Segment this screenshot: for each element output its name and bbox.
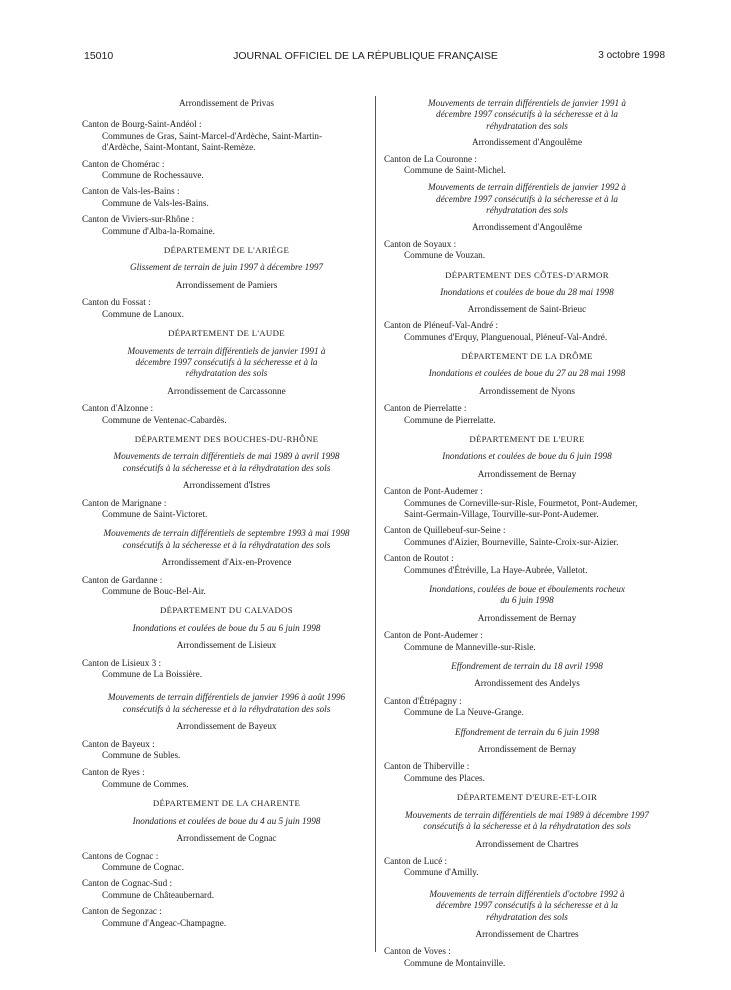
journal-title: JOURNAL OFFICIEL DE LA RÉPUBLIQUE FRANÇAISE bbox=[233, 50, 498, 62]
canton-entry bbox=[82, 403, 371, 426]
department-heading: DÉPARTEMENT DE LA CHARENTE bbox=[152, 798, 301, 809]
department-heading: DÉPARTEMENT DE L'EURE bbox=[469, 433, 585, 444]
commune-list: Communes de Corneville-sur-Risle, Fourmetot, Pont-Audemer, bbox=[404, 497, 638, 508]
canton-label: Canton de Ryes : bbox=[82, 767, 145, 778]
event-line: Inondations et coulées de boue du 6 juin 1998 bbox=[442, 451, 612, 462]
canton-label: Canton de Pont-Audemer : bbox=[384, 486, 483, 497]
arrondissement-heading: Arrondissement d'Aix-en-Provence bbox=[161, 557, 292, 568]
event-description bbox=[384, 368, 670, 379]
event-description bbox=[82, 346, 371, 380]
arrondissement-heading: Arrondissement de Nyons bbox=[479, 385, 575, 396]
department-heading: DÉPARTEMENT DE LA DRÔME bbox=[461, 350, 593, 361]
arrondissement-heading: Arrondissement de Bernay bbox=[477, 744, 577, 755]
canton-label: Canton de Routot : bbox=[384, 553, 454, 564]
commune-list: Commune d'Angeac-Champagne. bbox=[102, 917, 227, 928]
event-line: réhydratation des sols bbox=[486, 205, 568, 216]
event-description bbox=[82, 692, 371, 715]
commune-list: Commune de La Neuve-Grange. bbox=[404, 707, 524, 718]
event-line: Glissement de terrain de juin 1997 à décembre 1997 bbox=[129, 262, 324, 273]
commune-list: Commune de Lanoux. bbox=[102, 308, 184, 319]
event-line: Mouvements de terrain différentiels de mai 1989 à avril 1998 bbox=[113, 451, 340, 462]
canton-entry bbox=[82, 739, 371, 762]
event-line: Mouvements de terrain différentiels de janvier 1991 à bbox=[127, 345, 326, 356]
arrondissement-heading: Arrondissement de Privas bbox=[179, 98, 274, 108]
arrondissement-heading: Arrondissement d'Angoulême bbox=[471, 137, 583, 148]
commune-list: Communes d'Erquy, Planguenoual, Pléneuf-Val-André. bbox=[404, 331, 608, 342]
canton-entry bbox=[384, 403, 670, 426]
canton-entry bbox=[384, 486, 670, 520]
canton-entry bbox=[384, 856, 670, 879]
canton-label: Canton de Lisieux 3 : bbox=[82, 657, 162, 668]
page-number: 15010 bbox=[84, 50, 114, 62]
canton-label: Canton de Gardanne : bbox=[82, 574, 163, 585]
commune-list: Commune de Rochessauve. bbox=[102, 170, 204, 181]
canton-label: Canton de Pont-Audemer : bbox=[384, 630, 483, 641]
commune-list: Commune de Commes. bbox=[102, 778, 189, 789]
event-line: Mouvements de terrain différentiels de janvier 1991 à bbox=[428, 98, 626, 108]
arrondissement-heading: Arrondissement de Chartres bbox=[475, 928, 579, 939]
canton-label: Canton de La Couronne : bbox=[384, 153, 477, 164]
commune-list: Commune de Cognac. bbox=[102, 861, 184, 872]
canton-label: Canton de Bourg-Saint-Andéol : bbox=[82, 119, 202, 130]
event-line: Inondations et coulées de boue du 4 au 5 juin 1998 bbox=[132, 815, 321, 826]
canton-entry bbox=[384, 525, 670, 548]
department-heading: DÉPARTEMENT DE L'AUDE bbox=[168, 328, 285, 339]
canton-label: Canton de Bayeux : bbox=[82, 738, 155, 749]
event-line: décembre 1997 consécutifs à la sécheresse et à la bbox=[436, 193, 618, 204]
commune-list: Communes d'Étréville, La Haye-Aubrée, Valletot. bbox=[404, 564, 588, 575]
canton-entry bbox=[82, 297, 371, 320]
canton-label: Canton de Marignane : bbox=[82, 497, 167, 508]
canton-entry bbox=[82, 498, 371, 521]
canton-label: Canton du Fossat : bbox=[82, 297, 151, 308]
event-line: Effondrement de terrain du 18 avril 1998 bbox=[451, 661, 603, 672]
canton-label: Canton d'Étrépagny : bbox=[384, 695, 462, 706]
commune-list: Commune des Places. bbox=[404, 772, 485, 783]
commune-list: Commune d'Alba-la-Romaine. bbox=[102, 225, 215, 236]
event-description bbox=[384, 287, 670, 298]
event-line: consécutifs à la sécheresse et à la réhydratation des sols bbox=[122, 703, 331, 714]
event-description bbox=[384, 889, 670, 923]
event-description bbox=[384, 182, 670, 216]
event-description bbox=[82, 816, 371, 827]
commune-list: Commune de La Boissière. bbox=[102, 669, 203, 680]
canton-label: Canton de Pierrelatte : bbox=[384, 403, 467, 414]
event-line: décembre 1997 consécutifs à la sécheresse et à la bbox=[436, 109, 618, 120]
arrondissement-heading: Arrondissement de Bernay bbox=[477, 612, 577, 623]
commune-list: Commune de Saint-Victoret. bbox=[102, 508, 208, 519]
arrondissement-heading: Arrondissement des Andelys bbox=[474, 678, 580, 689]
event-line: réhydratation des sols bbox=[185, 368, 268, 379]
canton-label: Canton de Lucé : bbox=[384, 855, 448, 866]
event-line: Mouvements de terrain différentiels de mai 1989 à décembre 1997 bbox=[404, 809, 649, 820]
event-line: décembre 1997 consécutifs à la sécheresse et à la bbox=[436, 900, 618, 911]
event-line: Inondations et coulées de boue du 28 mai 1998 bbox=[440, 287, 614, 298]
event-line: Inondations et coulées de boue du 5 au 6 juin 1998 bbox=[132, 622, 321, 633]
canton-entry bbox=[384, 553, 670, 576]
canton-entry bbox=[384, 761, 670, 784]
arrondissement-heading: Arrondissement d'Angoulême bbox=[471, 221, 583, 232]
canton-label: Canton de Quillebeuf-sur-Seine : bbox=[384, 525, 506, 536]
arrondissement-heading: Arrondissement de Carcassonne bbox=[167, 385, 286, 396]
canton-label: Canton de Viviers-sur-Rhône : bbox=[82, 214, 195, 225]
event-line: consécutifs à la sécheresse et à la réhydratation des sols bbox=[122, 462, 331, 473]
event-description bbox=[82, 262, 371, 273]
event-line: consécutifs à la sécheresse et à la réhydratation des sols bbox=[423, 821, 631, 832]
commune-list: Commune de Ventenac-Cabardès. bbox=[102, 414, 227, 425]
canton-entry bbox=[82, 186, 371, 209]
issue-date: 3 octobre 1998 bbox=[598, 50, 665, 61]
event-line: Inondations, coulées de boue et éboulements rocheux bbox=[429, 584, 625, 594]
canton-entry bbox=[82, 119, 371, 153]
department-heading: DÉPARTEMENT DE L'ARIÈGE bbox=[163, 245, 290, 256]
commune-list: Commune de Vouzan. bbox=[404, 250, 486, 261]
commune-list: Commune de Subles. bbox=[102, 750, 181, 761]
event-line: du 6 juin 1998 bbox=[500, 595, 554, 606]
arrondissement-heading: Arrondissement de Bayeux bbox=[176, 721, 277, 732]
commune-list: Commune d'Amilly. bbox=[404, 867, 479, 878]
canton-label: Canton de Thiberville : bbox=[384, 761, 470, 772]
event-line: Effondrement de terrain du 6 juin 1998 bbox=[454, 726, 600, 737]
event-line: réhydratation des sols bbox=[486, 911, 568, 922]
commune-list: d'Ardèche, Saint-Montant, Saint-Remèze. bbox=[102, 142, 256, 153]
event-line: consécutifs à la sécheresse et à la réhydratation des sols bbox=[122, 539, 331, 550]
commune-list: Commune de Vals-les-Bains. bbox=[102, 197, 209, 208]
canton-label: Canton d'Alzonne : bbox=[82, 403, 154, 414]
event-description bbox=[82, 451, 371, 474]
page-header bbox=[0, 50, 731, 70]
event-description bbox=[82, 528, 371, 551]
canton-entry bbox=[384, 154, 670, 177]
canton-entry bbox=[82, 575, 371, 598]
arrondissement-heading: Arrondissement de Saint-Brieuc bbox=[467, 303, 587, 314]
event-description bbox=[384, 727, 670, 738]
commune-list: Commune de Montainville. bbox=[404, 957, 506, 968]
canton-entry bbox=[82, 658, 371, 681]
left-column bbox=[82, 98, 371, 929]
canton-entry bbox=[82, 878, 371, 901]
commune-list: Commune de Saint-Michel. bbox=[404, 165, 506, 176]
commune-list: Communes d'Aizier, Bourneville, Sainte-Croix-sur-Aizier. bbox=[404, 536, 619, 547]
canton-label: Canton de Vals-les-Bains : bbox=[82, 186, 180, 197]
canton-label: Canton de Pléneuf-Val-André : bbox=[384, 320, 499, 331]
commune-list: Commune de Pierrelatte. bbox=[404, 414, 496, 425]
event-description bbox=[384, 661, 670, 672]
column-divider bbox=[375, 96, 376, 952]
right-column bbox=[384, 98, 670, 969]
arrondissement-heading: Arrondissement de Pamiers bbox=[175, 279, 278, 290]
arrondissement-heading: Arrondissement de Chartres bbox=[475, 838, 579, 849]
commune-list: Commune de Châteaubernard. bbox=[102, 889, 214, 900]
canton-entry bbox=[82, 906, 371, 929]
event-line: Mouvements de terrain différentiels d'octobre 1992 à bbox=[429, 888, 625, 899]
canton-entry bbox=[384, 696, 670, 719]
canton-entry bbox=[82, 767, 371, 790]
event-description bbox=[384, 584, 670, 607]
event-description bbox=[384, 451, 670, 462]
department-heading: DÉPARTEMENT DES CÔTES-D'ARMOR bbox=[445, 269, 609, 280]
canton-entry bbox=[82, 851, 371, 874]
event-line: décembre 1997 consécutifs à la sécheresse et à la bbox=[135, 356, 318, 367]
arrondissement-heading: Arrondissement de Lisieux bbox=[176, 640, 277, 651]
department-heading: DÉPARTEMENT DU CALVADOS bbox=[160, 605, 293, 616]
event-description bbox=[82, 623, 371, 634]
canton-entry bbox=[384, 239, 670, 262]
canton-label: Canton de Voves : bbox=[384, 946, 451, 957]
event-line: réhydratation des sols bbox=[486, 120, 568, 131]
commune-list: Commune de Manneville-sur-Risle. bbox=[404, 641, 536, 652]
event-line: Mouvements de terrain différentiels de janvier 1996 à août 1996 bbox=[107, 692, 346, 703]
commune-list: Commune de Bouc-Bel-Air. bbox=[102, 586, 206, 596]
canton-entry bbox=[384, 630, 670, 653]
canton-label: Cantons de Cognac : bbox=[82, 850, 159, 861]
arrondissement-heading: Arrondissement de Cognac bbox=[176, 833, 277, 844]
event-line: Mouvements de terrain différentiels de septembre 1993 à mai 1998 bbox=[103, 528, 350, 539]
canton-entry bbox=[384, 946, 670, 969]
canton-label: Canton de Segonzac : bbox=[82, 906, 162, 917]
arrondissement-heading: Arrondissement d'Istres bbox=[182, 480, 271, 491]
commune-list: Saint-Germain-Village, Tourville-sur-Pont-Audemer. bbox=[404, 508, 599, 519]
event-line: Inondations et coulées de boue du 27 au 28 mai 1998 bbox=[428, 368, 626, 379]
canton-label: Canton de Cognac-Sud : bbox=[82, 878, 173, 889]
department-heading: DÉPARTEMENT D'EURE-ET-LOIR bbox=[456, 792, 598, 803]
department-heading: DÉPARTEMENT DES BOUCHES-DU-RHÔNE bbox=[134, 433, 319, 444]
commune-list: Communes de Gras, Saint-Marcel-d'Ardèche, Saint-Martin- bbox=[102, 130, 323, 141]
canton-label: Canton de Chomérac : bbox=[82, 158, 165, 169]
event-description bbox=[384, 810, 670, 833]
canton-entry bbox=[384, 320, 670, 343]
event-line: Mouvements de terrain différentiels de janvier 1992 à bbox=[428, 182, 626, 193]
canton-entry bbox=[82, 214, 371, 237]
canton-label: Canton de Soyaux : bbox=[384, 239, 457, 250]
event-description bbox=[384, 98, 670, 132]
canton-entry bbox=[82, 159, 371, 182]
arrondissement-heading: Arrondissement de Bernay bbox=[477, 468, 577, 479]
